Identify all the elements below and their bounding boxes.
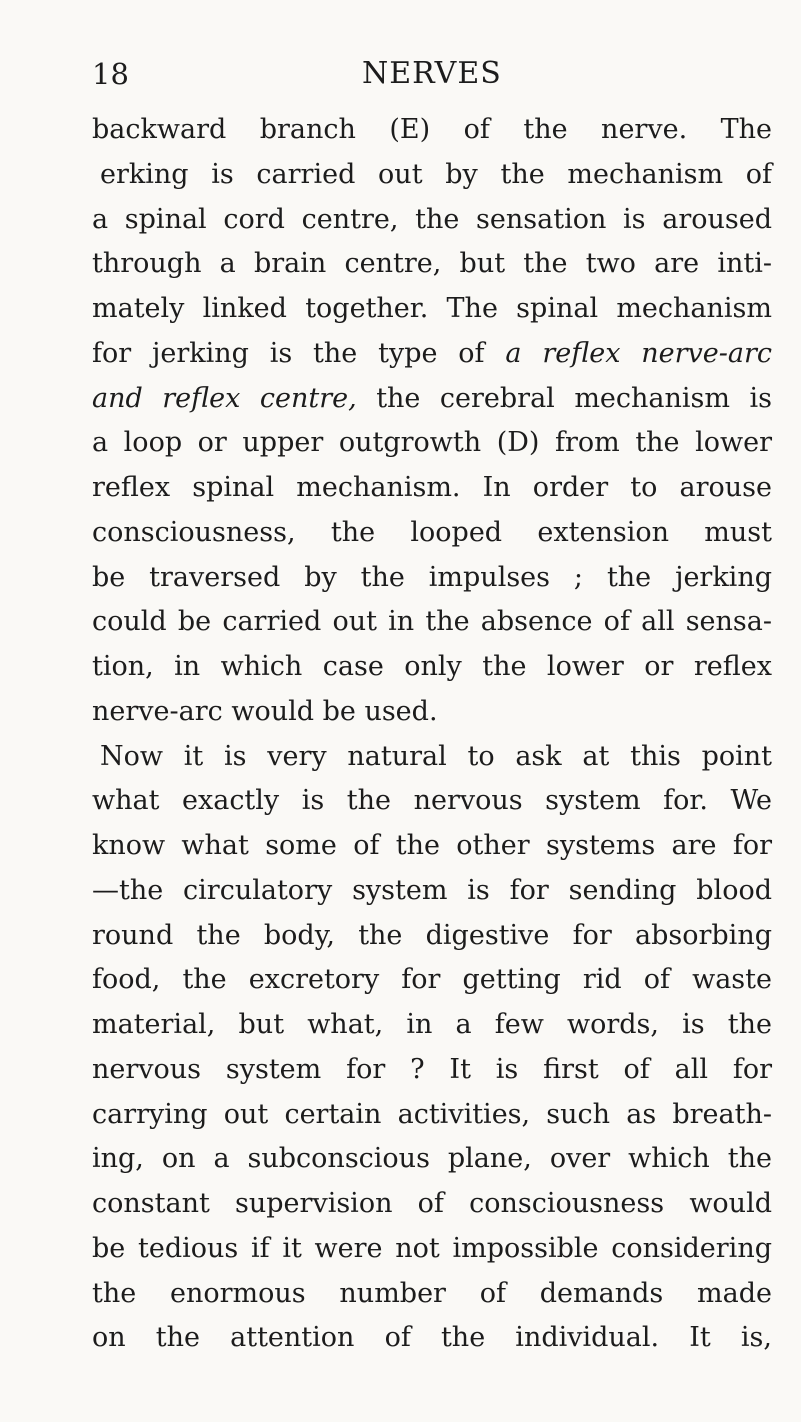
text-line: ing, on a subconscious plane, over which the	[92, 1143, 772, 1175]
running-title: NERVES	[362, 56, 502, 91]
body-text	[92, 108, 772, 1361]
text-line: erking is carried out by the mechanism of	[100, 158, 772, 190]
text-line: carrying out certain activities, such as breath-	[92, 1098, 772, 1130]
text-line: Now it is very natural to ask at this point	[100, 740, 772, 772]
text-line	[92, 332, 772, 377]
text-line: be tedious if it were not impossible considering	[92, 1232, 772, 1264]
text-line: material, but what, in a few words, is the	[92, 1009, 772, 1040]
text-line: a spinal cord centre, the sensation is aroused	[92, 203, 772, 235]
text-line	[92, 377, 772, 422]
text-line: the enormous number of demands made	[92, 1277, 772, 1309]
text-line: —the circulatory system is for sending blood	[92, 874, 772, 906]
text-line: nerve-arc would be used.	[92, 695, 438, 727]
text-line: be traversed by the impulses ; the jerking	[92, 561, 772, 593]
text-line: what exactly is the nervous system for. We	[92, 785, 772, 817]
page-number: 18	[92, 57, 129, 91]
text-line: mately linked together. The spinal mechanism	[92, 293, 772, 324]
text-line: a loop or upper outgrowth (D) from the lower	[92, 427, 772, 459]
text-line: through a brain centre, but the two are inti-	[92, 248, 772, 280]
text-line: nervous system for ? It is first of all for	[92, 1053, 772, 1085]
text-line: know what some of the other systems are for	[92, 830, 772, 861]
text-line: round the body, the digestive for absorbing	[92, 919, 772, 951]
text-line: reflex spinal mechanism. In order to arouse	[92, 472, 772, 503]
text-line: could be carried out in the absence of all sensa-	[92, 606, 772, 638]
page-header	[92, 52, 772, 96]
text-run: for jerking is the type of	[92, 337, 506, 369]
text-line: tion, in which case only the lower or reflex	[92, 651, 772, 682]
text-line: food, the excretory for getting rid of waste	[92, 964, 772, 996]
italic-phrase: a reflex nerve-arc	[505, 337, 772, 369]
italic-phrase: and reflex centre,	[92, 382, 357, 414]
text-line: backward branch (E) of the nerve. The	[92, 114, 772, 145]
text-line: consciousness, the looped extension must	[92, 516, 772, 548]
text-run: the cerebral mechanism is	[356, 382, 772, 414]
text-line: on the attention of the individual. It is,	[92, 1322, 772, 1354]
text-line: constant supervision of consciousness would	[92, 1188, 772, 1219]
